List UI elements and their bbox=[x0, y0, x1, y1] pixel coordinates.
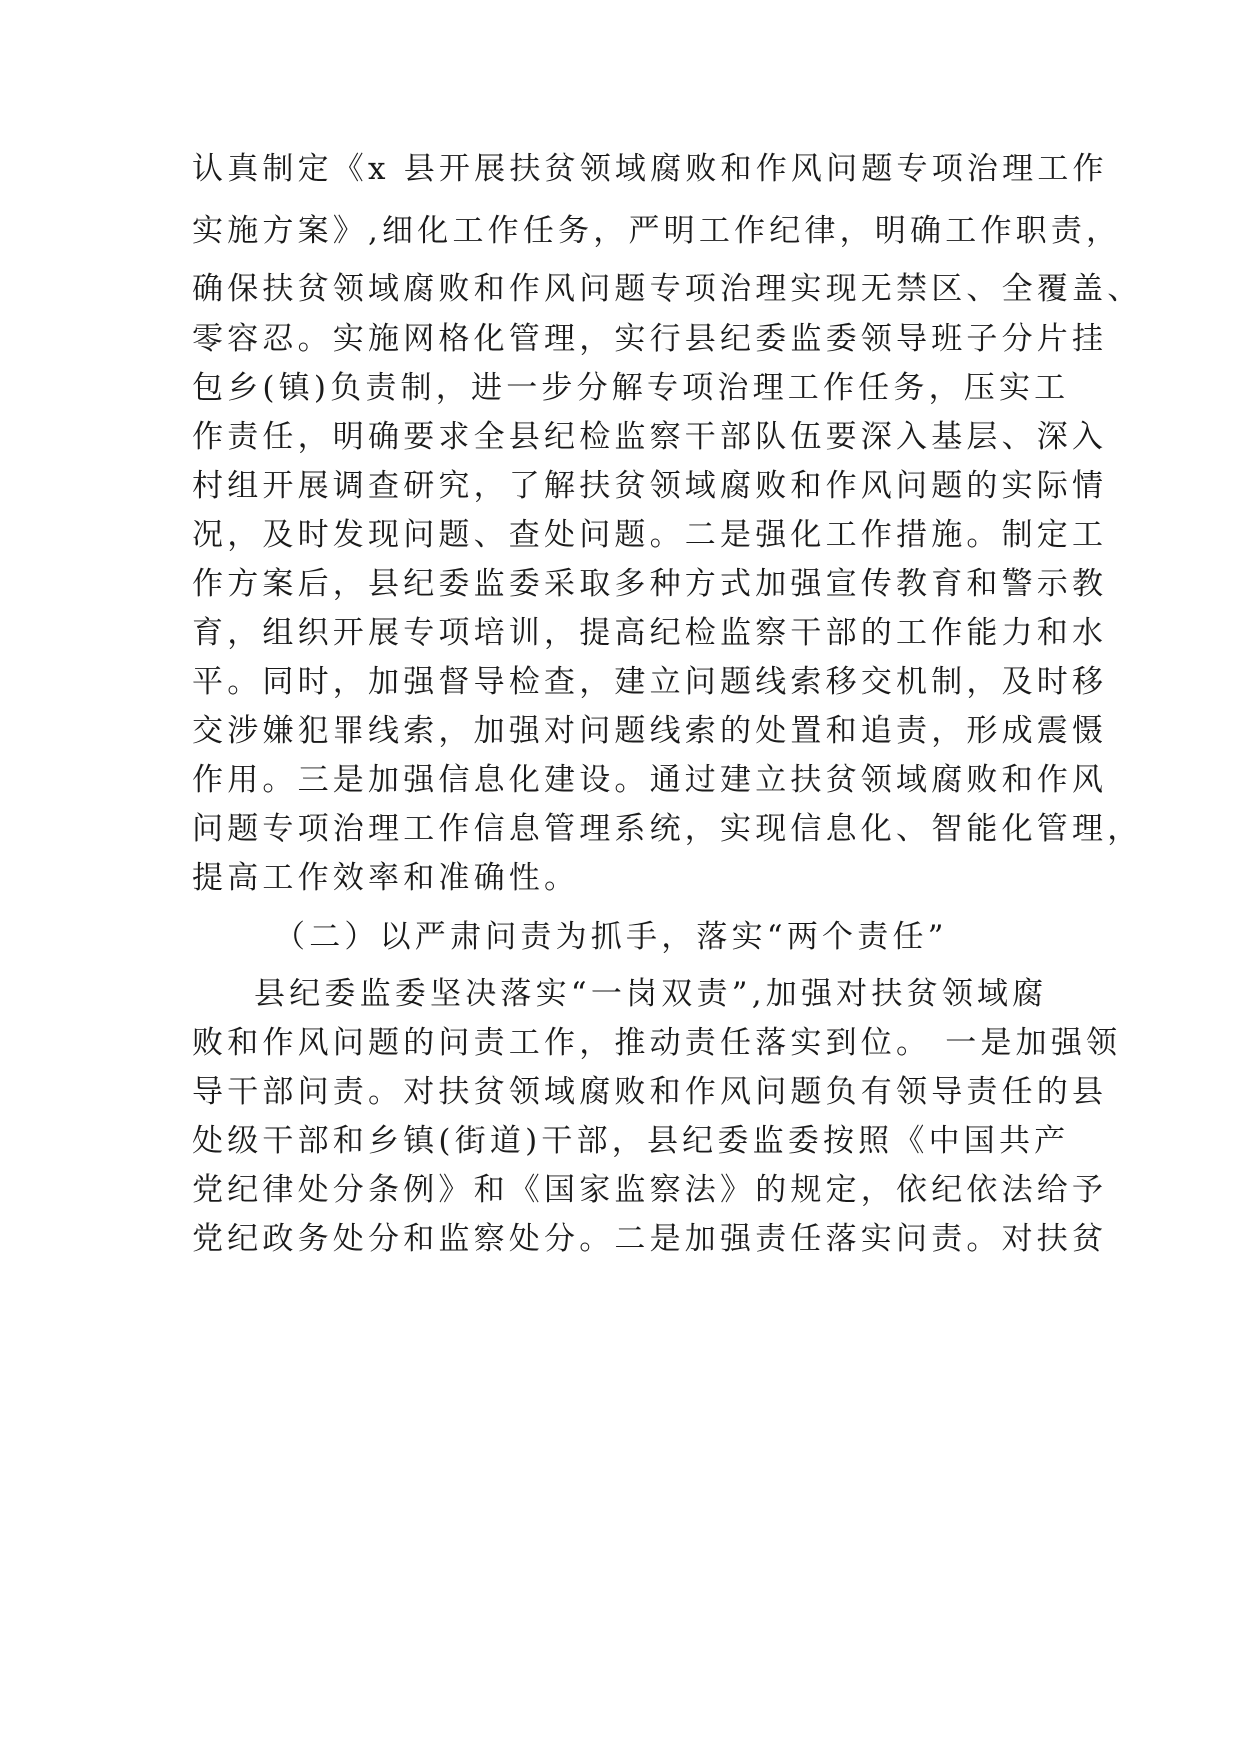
text-line: 作责任，明确要求全县纪检监察干部队伍要深入基层、深入 bbox=[192, 419, 1108, 455]
text-line: 处级干部和乡镇(街道)干部，县纪委监委按照《中国共产 bbox=[192, 1123, 1070, 1159]
text-line: 作用。三是加强信息化建设。通过建立扶贫领域腐败和作风 bbox=[192, 762, 1108, 798]
text-line: 育，组织开展专项培训，提高纪检监察干部的工作能力和水 bbox=[192, 615, 1108, 651]
text-line: 认真制定《x 县开展扶贫领域腐败和作风问题专项治理工作 bbox=[192, 151, 1108, 187]
section-heading: （二）以严肃问责为抓手，落实“两个责任” bbox=[274, 919, 948, 955]
text-line: 问题专项治理工作信息管理系统，实现信息化、智能化管理， bbox=[192, 811, 1143, 847]
text-line: 村组开展调查研究，了解扶贫领域腐败和作风问题的实际情 bbox=[192, 468, 1108, 504]
text-line: 县纪委监委坚决落实“一岗双责”,加强对扶贫领域腐 bbox=[254, 976, 1048, 1012]
text-line: 交涉嫌犯罪线索，加强对问题线索的处置和追责，形成震慑 bbox=[192, 713, 1108, 749]
text-line: 实施方案》,细化工作任务，严明工作纪律，明确工作职责， bbox=[192, 213, 1122, 249]
text-line: 包乡(镇)负责制，进一步分解专项治理工作任务，压实工 bbox=[192, 370, 1070, 406]
text-line: 作方案后，县纪委监委采取多种方式加强宣传教育和警示教 bbox=[192, 566, 1108, 602]
text-line: 导干部问责。对扶贫领域腐败和作风问题负有领导责任的县 bbox=[192, 1074, 1108, 1110]
text-line: 败和作风问题的问责工作，推动责任落实到位。 一是加强领 bbox=[192, 1025, 1122, 1061]
text-line: 况，及时发现问题、查处问题。二是强化工作措施。制定工 bbox=[192, 517, 1108, 553]
text-line: 平。同时，加强督导检查，建立问题线索移交机制，及时移 bbox=[192, 664, 1108, 700]
text-line: 提高工作效率和准确性。 bbox=[192, 860, 580, 896]
text-line: 确保扶贫领域腐败和作风问题专项治理实现无禁区、全覆盖、 bbox=[192, 271, 1143, 307]
text-line: 党纪律处分条例》和《国家监察法》的规定，依纪依法给予 bbox=[192, 1172, 1108, 1208]
text-line: 零容忍。实施网格化管理，实行县纪委监委领导班子分片挂 bbox=[192, 321, 1108, 357]
text-line: 党纪政务处分和监察处分。二是加强责任落实问责。对扶贫 bbox=[192, 1221, 1108, 1257]
